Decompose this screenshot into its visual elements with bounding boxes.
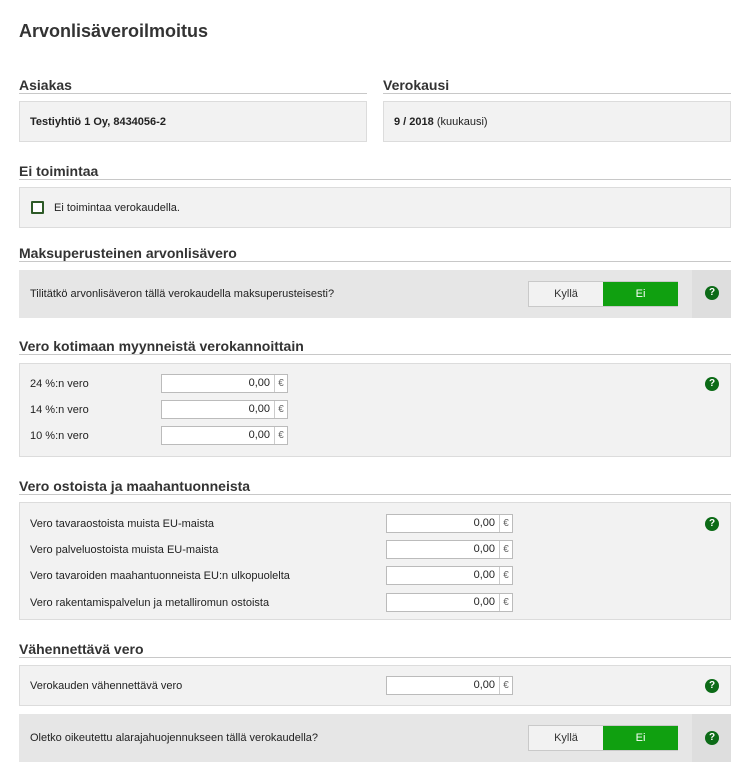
no-activity-heading: Ei toimintaa — [19, 163, 99, 179]
tax-period-heading: Verokausi — [383, 77, 450, 93]
domestic-sales-row-label: 10 %:n vero — [30, 430, 89, 442]
amount-value: 0,00 — [248, 403, 270, 415]
amount-value: 0,00 — [473, 569, 495, 581]
threshold-toggle — [528, 725, 678, 751]
customer-value: Testiyhtiö 1 Oy, 8434056-2 — [30, 116, 166, 128]
euro-sign: € — [499, 594, 512, 611]
page-title: Arvonlisäveroilmoitus — [19, 21, 209, 41]
threshold-no-button[interactable]: Ei — [603, 726, 678, 750]
amount-value: 0,00 — [473, 596, 495, 608]
amount-value: 0,00 — [473, 517, 495, 529]
help-icon[interactable]: ? — [705, 679, 719, 693]
no-activity-section-heading — [19, 162, 731, 180]
cash-basis-help-column — [692, 270, 731, 318]
threshold-panel — [19, 714, 731, 762]
purchases-section-heading — [19, 477, 731, 495]
purchases-heading: Vero ostoista ja maahantuonneista — [19, 478, 251, 494]
customer-panel — [19, 101, 367, 142]
deductible-section-heading — [19, 640, 731, 658]
euro-sign: € — [499, 677, 512, 694]
amount-value: 0,00 — [473, 679, 495, 691]
tax-period-number: 9 / 2018 — [394, 116, 434, 128]
domestic-sales-10-input[interactable] — [161, 426, 288, 445]
euro-sign: € — [274, 375, 287, 392]
purchases-row-label: Vero tavaroiden maahantuonneista EU:n ulkopuolelta — [30, 570, 290, 582]
cash-basis-section-heading — [19, 244, 731, 262]
threshold-help-column — [692, 714, 731, 762]
customer-section-heading — [19, 76, 367, 94]
purchases-row-label: Vero palveluostoista muista EU-maista — [30, 544, 219, 556]
domestic-sales-14-input[interactable] — [161, 400, 288, 419]
tax-period-panel — [383, 101, 731, 142]
purchases-panel — [19, 502, 731, 620]
purchases-row-label: Vero tavaraostoista muista EU-maista — [30, 518, 215, 530]
import-tax-input[interactable] — [386, 566, 513, 585]
cash-basis-question: Tilitätkö arvonlisäveron tällä verokaudella maksuperusteisesti? — [30, 288, 335, 300]
cash-basis-toggle — [528, 281, 678, 307]
cash-basis-panel — [19, 270, 731, 318]
customer-heading: Asiakas — [19, 77, 72, 93]
help-icon[interactable]: ? — [705, 286, 719, 300]
domestic-sales-row-label: 24 %:n vero — [30, 378, 89, 390]
tax-period-value — [394, 116, 488, 128]
construction-scrap-tax-input[interactable] — [386, 593, 513, 612]
domestic-sales-heading: Vero kotimaan myynneistä verokannoittain — [19, 338, 304, 354]
threshold-question: Oletko oikeutettu alarajahuojennukseen tällä verokaudella? — [30, 732, 319, 744]
euro-sign: € — [274, 401, 287, 418]
euro-sign: € — [499, 567, 512, 584]
amount-value: 0,00 — [473, 543, 495, 555]
deductible-panel — [19, 665, 731, 706]
euro-sign: € — [274, 427, 287, 444]
tax-period-section-heading — [383, 76, 731, 94]
deductible-row-label: Verokauden vähennettävä vero — [30, 680, 183, 692]
domestic-sales-24-input[interactable] — [161, 374, 288, 393]
no-activity-checkbox[interactable] — [31, 201, 44, 214]
tax-period-type: (kuukausi) — [433, 116, 488, 128]
euro-sign: € — [499, 515, 512, 532]
deductible-heading: Vähennettävä vero — [19, 641, 144, 657]
help-icon[interactable]: ? — [705, 517, 719, 531]
domestic-sales-section-heading — [19, 337, 731, 355]
cash-basis-no-button[interactable]: Ei — [603, 282, 678, 306]
help-icon[interactable]: ? — [705, 377, 719, 391]
domestic-sales-row-label: 14 %:n vero — [30, 404, 89, 416]
eu-services-tax-input[interactable] — [386, 540, 513, 559]
help-icon[interactable]: ? — [705, 731, 719, 745]
no-activity-label: Ei toimintaa verokaudella. — [54, 202, 180, 214]
euro-sign: € — [499, 541, 512, 558]
purchases-row-label: Vero rakentamispalvelun ja metalliromun ostoista — [30, 597, 270, 609]
no-activity-panel — [19, 187, 731, 228]
domestic-sales-panel — [19, 363, 731, 457]
deductible-tax-input[interactable] — [386, 676, 513, 695]
eu-goods-tax-input[interactable] — [386, 514, 513, 533]
cash-basis-heading: Maksuperusteinen arvonlisävero — [19, 245, 237, 261]
amount-value: 0,00 — [248, 377, 270, 389]
cash-basis-yes-button[interactable]: Kyllä — [554, 288, 578, 300]
amount-value: 0,00 — [248, 429, 270, 441]
threshold-yes-button[interactable]: Kyllä — [554, 732, 578, 744]
